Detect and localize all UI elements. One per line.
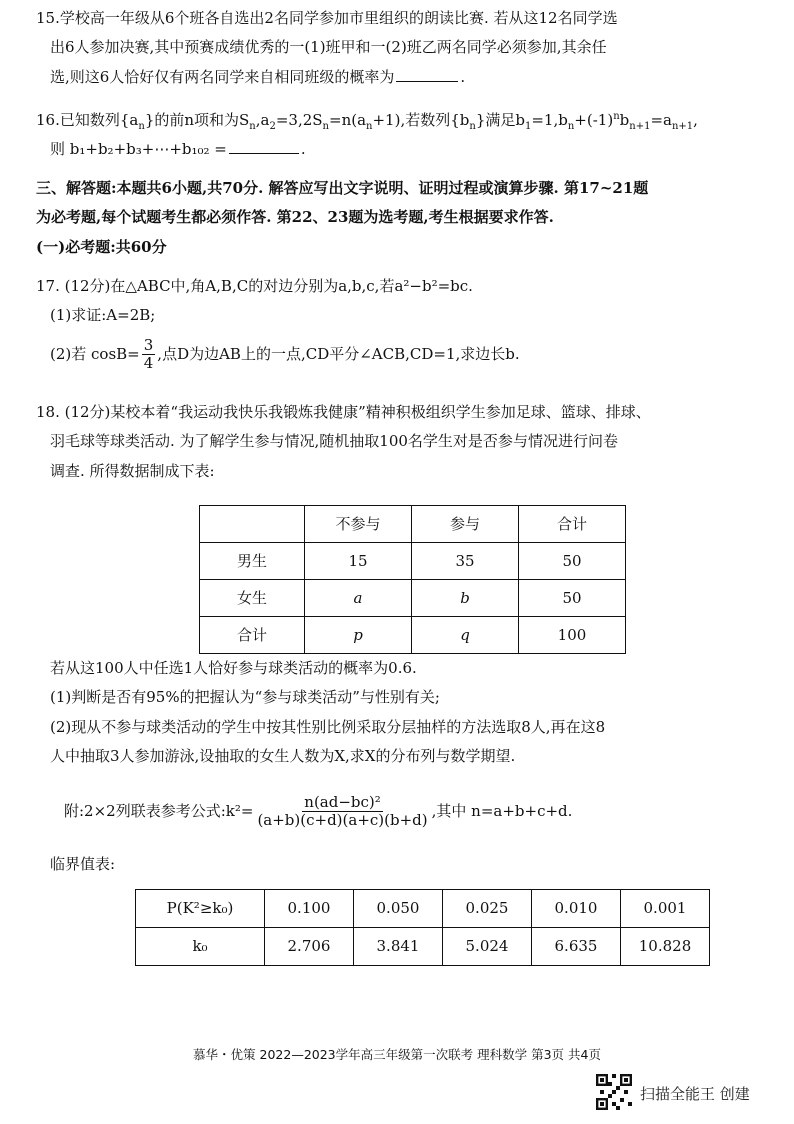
q17-part2: (2)若 cosB= $\frac{3}{4}$ ,点D为边AB上的一点,CD平分∠ACB,CD=1,求边长b.: [50, 335, 520, 372]
chi-square-formula: 附:2×2列联表参考公式:k²= $\frac{\text{n(ad−bc)²}}{(a+b)(c+d)(a+c)(b+d)}$ ,其中 n=a+b+c+d.: [64, 793, 573, 830]
question-16: [36, 106, 766, 165]
table-row: 合计 p q 100: [200, 617, 626, 654]
table-row: k₀ 2.706 3.841 5.024 6.635 10.828: [136, 928, 710, 966]
answer-blank: [229, 152, 299, 154]
question-15: [36, 4, 766, 92]
table-row: 不参与 参与 合计: [200, 506, 626, 543]
q15-line2: 出6人参加决赛,其中预赛成绩优秀的一(1)班甲和一(2)班乙两名同学必须参加,其余任: [50, 38, 607, 57]
q18-parts: 若从这100人中任选1人恰好参与球类活动的概率为0.6. (1)判断是否有95%的把握认为“参与球类活动”与性别有关; (2)现从不参与球类活动的学生中按其性别比例采取分层抽样的方法选取8人,再在这8 人中抽取3人参加游泳,设抽取的女生人数为X,求X的分布列与数学期望.: [50, 659, 606, 765]
question-17: [36, 272, 766, 372]
q15-line1: 15.学校高一年级从6个班各自选出2名同学参加市里组织的朗读比赛. 若从这12名同学选: [36, 9, 618, 27]
page-footer: 慕华・优策 2022—2023学年高三年级第一次联考 理科数学 第3页 共4页: [193, 1047, 601, 1062]
critical-value-table: [135, 889, 710, 966]
q16-line2: 则 b₁+b₂+b₃+⋯+b₁₀₂ = .: [50, 140, 306, 159]
fraction: $\frac{\text{n(ad−bc)²}}{(a+b)(c+d)(a+c)(b+d)}$: [257, 793, 428, 830]
scanner-watermark: 扫描全能王 创建: [640, 1085, 750, 1103]
table-row: 男生 15 35 50: [200, 543, 626, 580]
q17-part1: (1)求证:A=2B;: [50, 306, 156, 325]
q15-line3: 选,则这6人恰好仅有两名同学来自相同班级的概率为 .: [50, 67, 466, 86]
table-row: 女生 a b 50: [200, 580, 626, 617]
question-18: 18. (12分)某校本着“我运动我快乐我锻炼我健康”精神积极组织学生参加足球、篮球、排球、 羽毛球等球类活动. 为了解学生参与情况,随机抽取100名学生对是否参与情况进行问卷 调查. 所得数据制成下表:: [36, 403, 651, 480]
fraction: $\frac{3}{4}$: [143, 335, 154, 372]
qr-code-icon: [596, 1074, 632, 1110]
section-subheading: (一)必考题:共60分: [36, 237, 167, 256]
table-row: P(K²≥k₀) 0.100 0.050 0.025 0.010 0.001: [136, 890, 710, 928]
critical-value-label: 临界值表:: [50, 855, 116, 873]
answer-blank: [396, 80, 458, 82]
section-3-heading: 三、解答题:本题共6小题,共70分. 解答应写出文字说明、证明过程或演算步骤. 第17~21题 为必考题,每个试题考生都必须作答. 第22、23题为选考题,考生根据要求作答. (一)必考题:共60分: [36, 174, 766, 262]
q15-number: 15.: [36, 9, 60, 27]
participation-table: [199, 505, 626, 654]
q17-head: 17. (12分)在△ABC中,角A,B,C的对边分别为a,b,c,若a²−b²=bc.: [36, 277, 473, 295]
q16-line1: 16.已知数列$\{a_n\}$的前n项和为$S_n,a_2=3,2S_n=n(a_n+1)$,若数列$\{b_n\}$满足$b_1=1,b_n+(-1)^nb_{n+1}=a_{n+1}$,: [36, 111, 698, 132]
